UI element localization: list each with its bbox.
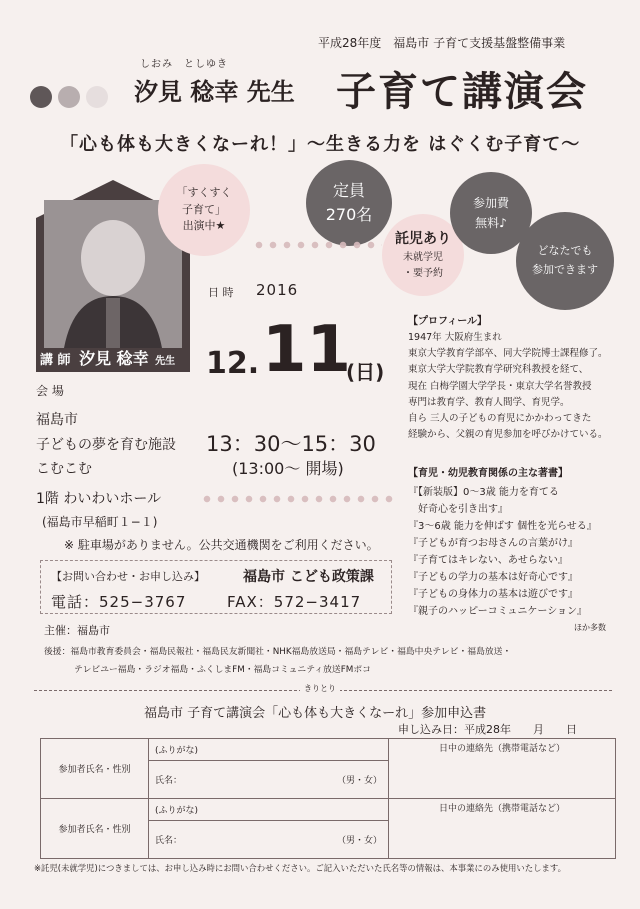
capacity-value: 270名 xyxy=(325,205,373,224)
profile-line: 経験から、父親の育児参加を呼びかけている。 xyxy=(408,429,608,441)
book-item: 『3〜6歳 能力を伸ばす 個性を光らせる』 xyxy=(408,521,597,532)
application-table xyxy=(40,738,616,859)
contact-fax: FAX：572−3417 xyxy=(227,593,362,611)
tv-line1: 「すくすく xyxy=(176,186,232,200)
profile-text xyxy=(408,330,608,443)
host: 主催：福島市 xyxy=(44,624,110,637)
book-item: 好奇心を引き出す』 xyxy=(408,504,508,515)
badge-tv xyxy=(158,164,250,256)
furigana-field[interactable]: (ふりがな) xyxy=(149,799,389,821)
fee-label: 参加費 xyxy=(472,195,509,210)
venue-line3: こむこむ xyxy=(36,461,92,477)
date-year: 2016 xyxy=(256,281,299,299)
venue-line4: 1階 わいわいホール xyxy=(36,491,162,507)
anyone-line2: 参加できます xyxy=(532,263,598,276)
fiscal-line: 平成28年度 福島市 子育て支援基盤整備事業 xyxy=(318,36,566,50)
venue-line2: 子どもの夢を育む施設 xyxy=(36,437,176,453)
name-field[interactable] xyxy=(149,821,389,859)
subtitle: 「心も体も大きくなーれ！」〜生きる力を はぐくむ子育て〜 xyxy=(60,134,581,155)
profile-line: 東京大学教育学部卒、同大学院博士課程修了。 xyxy=(408,348,608,360)
books-list xyxy=(408,484,597,620)
profile-line: 現在 白梅学園大学学長・東京大学名誉教授 xyxy=(408,380,592,392)
childcare-line2: ・要予約 xyxy=(403,267,443,279)
date-month: 12. xyxy=(206,346,260,381)
contact-label: 【お問い合わせ・お申し込み】 xyxy=(51,570,205,583)
row-label: 参加者氏名・性別 xyxy=(41,799,149,859)
event-time: 13：30〜15：30 xyxy=(206,432,376,456)
profile-line: 専門は教育学、教育人間学、育児学。 xyxy=(408,396,570,408)
form-date: 申し込み日：平成28年 月 日 xyxy=(398,723,577,736)
supporters-line2: テレビユー福島・ラジオ福島・ふくしまFM・福島コミュニティ放送FMポコ xyxy=(74,665,371,675)
badge-capacity xyxy=(306,160,392,246)
photo-caption xyxy=(40,346,175,369)
profile-line: 1947年 大阪府生まれ xyxy=(408,332,502,343)
contact-office: 福島市 こども政策課 xyxy=(243,569,374,585)
form-title: 福島市 子育て講演会「心も体も大きくなーれ」参加申込書 xyxy=(144,706,487,721)
book-item: 『子どもが育つお母さんの言葉がけ』 xyxy=(408,538,578,549)
venue-address: (福島市早稲町１−１) xyxy=(42,515,158,529)
furigana-field[interactable]: (ふりがな) xyxy=(149,739,389,761)
books-heading: 【育児・幼児教育関係の主な著書】 xyxy=(408,468,568,479)
book-item: 『【新装版】0〜3歳 能力を育てる xyxy=(408,487,559,498)
book-item: 『子どもの学力の基本は好奇心です』 xyxy=(408,572,578,583)
lace-divider-bottom xyxy=(200,492,396,506)
date-label: 日 時 xyxy=(208,286,234,299)
profile-line: 東京大学大学院教育学研究科教授を経て、 xyxy=(408,364,589,376)
gender-options[interactable]: （男・女） xyxy=(336,776,382,786)
dot-dark xyxy=(30,86,52,108)
contact-field[interactable]: 日中の連絡先（携帯電話など） xyxy=(389,799,616,859)
speaker-name: 汐見 稔幸 先生 xyxy=(134,78,295,106)
badge-anyone xyxy=(516,212,614,310)
venue-line1: 福島市 xyxy=(36,412,78,428)
book-item: 『親子のハッピーコミュニケーション』 xyxy=(408,606,587,617)
date-day: 11 xyxy=(262,313,352,387)
tv-line2: 子育て」 xyxy=(182,202,226,216)
childcare-title: 託児あり xyxy=(395,230,451,247)
date-weekday: (日) xyxy=(346,360,385,384)
book-item: 『子育てはキレない、あせらない』 xyxy=(408,555,568,566)
cut-label: きりとり xyxy=(300,683,340,694)
book-item: 『子どもの身体力の基本は遊びです』 xyxy=(408,589,578,600)
row-label: 参加者氏名・性別 xyxy=(41,739,149,799)
doors-open: (13:00〜 開場) xyxy=(232,459,344,478)
tv-line3: 出演中★ xyxy=(182,219,226,233)
books-more: ほか多数 xyxy=(574,623,606,632)
dot-mid xyxy=(58,86,80,108)
fee-value: 無料♪ xyxy=(475,216,507,230)
venue-label: 会 場 xyxy=(36,384,64,398)
contact-box xyxy=(40,560,392,614)
name-label: 氏名： xyxy=(155,776,183,786)
parking-note: ※ 駐車場がありません。公共交通機関をご利用ください。 xyxy=(64,538,379,552)
caption-name: 汐見 稔幸 xyxy=(79,349,149,368)
capacity-label: 定員 xyxy=(332,181,365,200)
form-footnote: ※託児(未就学児)につきましては、お申し込み時にお問い合わせください。ご記入いただいた氏名等の情報は、本事業にのみ使用いたします。 xyxy=(34,863,566,873)
gender-options[interactable]: （男・女） xyxy=(336,836,382,846)
speaker-reading: しおみ としゆき xyxy=(140,59,228,70)
contact-field[interactable]: 日中の連絡先（携帯電話など） xyxy=(389,739,616,799)
lace-divider-top xyxy=(252,238,382,252)
caption-role: 講 師 xyxy=(40,353,71,368)
name-label: 氏名： xyxy=(155,836,183,846)
caption-suffix: 先生 xyxy=(155,356,176,367)
contact-phone: 電話：525−3767 xyxy=(51,593,187,611)
profile-line: 自ら 三人の子どもの育児にかかわってきた xyxy=(408,413,592,425)
anyone-line1: どなたでも xyxy=(537,244,593,258)
supporters-line1: 後援：福島市教育委員会・福島民報社・福島民友新聞社・NHK福島放送局・福島テレビ・福島中央テレビ・福島放送・ xyxy=(44,647,512,657)
name-field[interactable] xyxy=(149,761,389,799)
event-title: 子育て講演会 xyxy=(336,69,588,115)
dot-light xyxy=(86,86,108,108)
childcare-line1: 未就学児 xyxy=(403,252,443,264)
profile-heading: 【プロフィール】 xyxy=(408,316,487,327)
